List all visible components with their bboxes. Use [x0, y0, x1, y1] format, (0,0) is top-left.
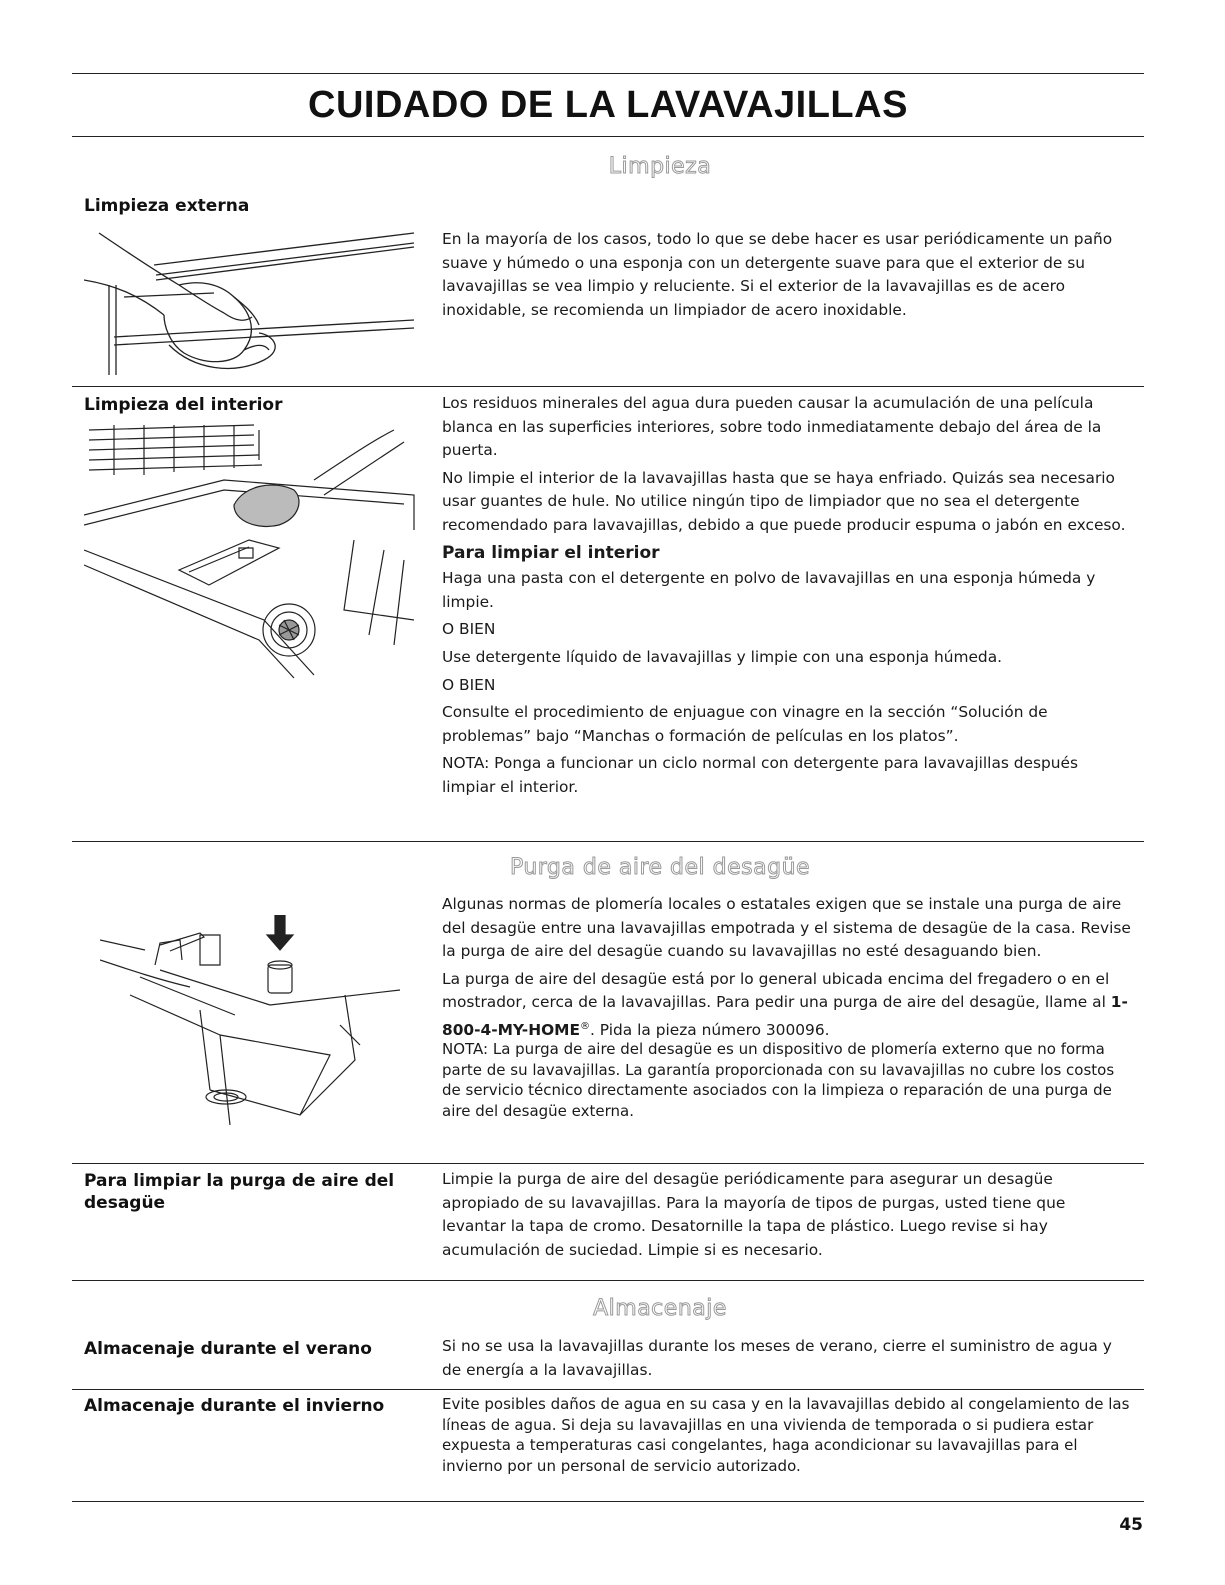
interior-or-2: O BIEN — [442, 675, 496, 694]
label-winter-storage: Almacenaje durante el invierno — [84, 1396, 385, 1416]
interior-note-text: Ponga a funcionar un ciclo normal con detergente para lavavajillas después limpiar el interior. — [442, 754, 1079, 796]
air-gap-note — [442, 1039, 1132, 1121]
top-rule — [72, 73, 1144, 74]
interior-note — [442, 752, 1132, 799]
section-heading-air-gap: Purga de aire del desagüe — [509, 855, 811, 880]
interior-note-label: NOTA: — [442, 754, 490, 773]
air-gap-note-label: NOTA: — [442, 1040, 489, 1058]
divider-air-gap — [72, 1163, 1144, 1164]
section-heading-storage: Almacenaje — [593, 1296, 727, 1321]
air-gap-paragraph-2-end: . Pida la pieza número 300096. — [590, 1021, 830, 1040]
subheading-clean-interior: Para limpiar el interior — [442, 542, 660, 563]
text-summer-storage: Si no se usa la lavavajillas durante los meses de verano, cierre el suministro de agua y de energía a la lavavajillas. — [442, 1337, 1112, 1379]
interior-cleaning-body — [442, 392, 1132, 804]
page-title: CUIDADO DE LA LAVAVAJILLAS — [308, 84, 908, 126]
divider-cleaning-end — [72, 841, 1144, 842]
phone-number: 1-800-4-MY-HOME — [442, 993, 1128, 1040]
divider-air-gap-end — [72, 1280, 1144, 1281]
air-gap-note-text: La purga de aire del desagüe es un dispositivo de plomería externo que no forma parte de su lavavajillas. La garantía proporcionada con su lavavajillas no cubre los costos de servicio técnico directamente asociados con la limpieza o reparación de una purga de aire del desagüe externa. — [442, 1040, 1115, 1120]
interior-or-1: O BIEN — [442, 620, 496, 639]
divider-storage — [72, 1389, 1144, 1390]
label-summer-storage: Almacenaje durante el verano — [84, 1339, 372, 1359]
interior-step-1: Haga una pasta con el detergente en polvo de lavavajillas en una esponja húmeda y limpie. — [442, 569, 1096, 611]
divider-external — [72, 386, 1144, 387]
text-winter-storage: Evite posibles daños de agua en su casa y en la lavavajillas debido al congelamiento de las líneas de agua. Si deja su lavavajillas en una vivienda de temporada o si pudiera estar expuesta a temperaturas casi congelantes, haga acondicionar su lavavajillas para el invierno por un personal de servicio autorizado. — [442, 1395, 1130, 1475]
text-clean-air-gap: Limpie la purga de aire del desagüe periódicamente para asegurar un desagüe apropiado de su lavavajillas. Para la mayoría de tipos de purgas, usted tiene que levantar la tapa de cromo. Desatornille la tapa de plástico. Luego revise si hay acumulación de suciedad. Limpie si es necesario. — [442, 1170, 1066, 1259]
interior-cleaning-illustration — [84, 420, 424, 680]
interior-paragraph-2: No limpie el interior de la lavavajillas hasta que se haya enfriado. Quizás sea necesario usar guantes de hule. No utilice ningún tipo de limpiador que no sea el detergente recomendado para lavavajillas, debido a que puede producir espuma o jabón en exceso. — [442, 468, 1126, 534]
interior-step-3: Consulte el procedimiento de enjuague con vinagre en la sección “Solución de problemas” bajo “Manchas o formación de películas en los platos”. — [442, 703, 1048, 745]
label-interior-cleaning: Limpieza del interior — [84, 395, 283, 415]
air-gap-paragraph-2-start: La purga de aire del desagüe está por lo general ubicada encima del fregadero o en el mostrador, cerca de la lavavajillas. Para pedir una purga de aire del desagüe, llame al — [442, 969, 1111, 1012]
air-gap-paragraph-2 — [442, 968, 1132, 1043]
registered-mark: ® — [580, 1020, 590, 1032]
interior-step-2: Use detergente líquido de lavavajillas y limpie con una esponja húmeda. — [442, 647, 1003, 666]
label-external-cleaning: Limpieza externa — [84, 196, 250, 216]
section-heading-cleaning: Limpieza — [608, 154, 712, 179]
interior-paragraph-1: Los residuos minerales del agua dura pueden causar la acumulación de una película blanca en las superficies interiores, sobre todo inmediatamente debajo del área de la puerta. — [442, 394, 1102, 460]
exterior-cleaning-illustration — [84, 225, 424, 375]
text-external-cleaning: En la mayoría de los casos, todo lo que se debe hacer es usar periódicamente un paño suave y húmedo o una esponja con un detergente suave para que el exterior de su lavavajillas se vea limpio y reluciente. Si el exterior de la lavavajillas es de acero inoxidable, se recomienda un limpiador de acero inoxidable. — [442, 230, 1113, 319]
title-rule — [72, 136, 1144, 137]
air-gap-paragraph-1: Algunas normas de plomería locales o estatales exigen que se instale una purga de aire del desagüe entre una lavavajillas empotrada y el sistema de desagüe de la casa. Revise la purga de aire del desagüe cuando su lavavajillas no esté desaguando bien. — [442, 895, 1131, 961]
air-gap-illustration — [100, 915, 400, 1130]
air-gap-body — [442, 893, 1132, 1047]
bottom-rule — [72, 1501, 1144, 1502]
page-number: 45 — [1119, 1515, 1143, 1535]
label-clean-air-gap: Para limpiar la purga de aire del desagüe — [84, 1171, 395, 1213]
